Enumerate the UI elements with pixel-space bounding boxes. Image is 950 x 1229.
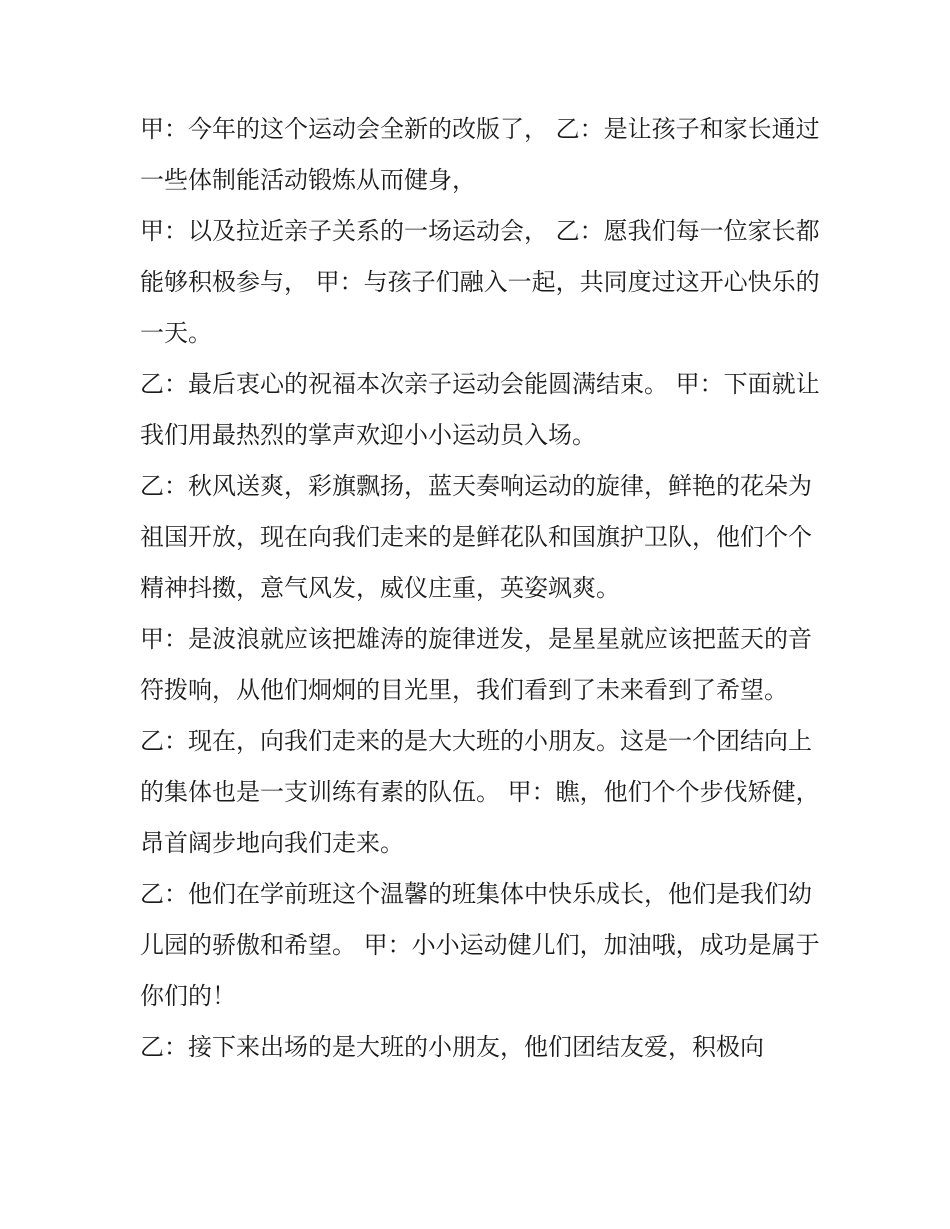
paragraph-1: 甲：今年的这个运动会全新的改版了， 乙：是让孩子和家长通过一些体制能活动锻炼从而健身，: [140, 115, 820, 194]
paragraph-6: 乙：现在，向我们走来的是大大班的小朋友。这是一个团结向上的集体也是一支训练有素的队伍。 甲：瞧，他们个个步伐矫健，昂首阔步地向我们走来。: [140, 727, 820, 857]
document-body: [140, 104, 820, 1073]
paragraph-7: 乙：他们在学前班这个温馨的班集体中快乐成长，他们是我们幼儿园的骄傲和希望。 甲：小小运动健儿们，加油哦，成功是属于你们的！: [140, 880, 820, 1010]
paragraph-4: 乙：秋风送爽，彩旗飘扬，蓝天奏响运动的旋律，鲜艳的花朵为祖国开放，现在向我们走来的是鲜花队和国旗护卫队，他们个个精神抖擞，意气风发，威仪庄重，英姿飒爽。: [140, 472, 812, 602]
paragraph-2: 甲：以及拉近亲子关系的一场运动会， 乙：愿我们每一位家长都能够积极参与， 甲：与孩子们融入一起，共同度过这开心快乐的一天。: [140, 217, 820, 347]
paragraph-8: 乙：接下来出场的是大班的小朋友，他们团结友爱，积极向: [140, 1033, 764, 1061]
paragraph-3: 乙：最后衷心的祝福本次亲子运动会能圆满结束。 甲：下面就让我们用最热烈的掌声欢迎小小运动员入场。: [140, 370, 820, 449]
paragraph-5: 甲：是波浪就应该把雄涛的旋律迸发，是星星就应该把蓝天的音符拨响，从他们炯炯的目光里，我们看到了未来看到了希望。: [140, 625, 812, 704]
